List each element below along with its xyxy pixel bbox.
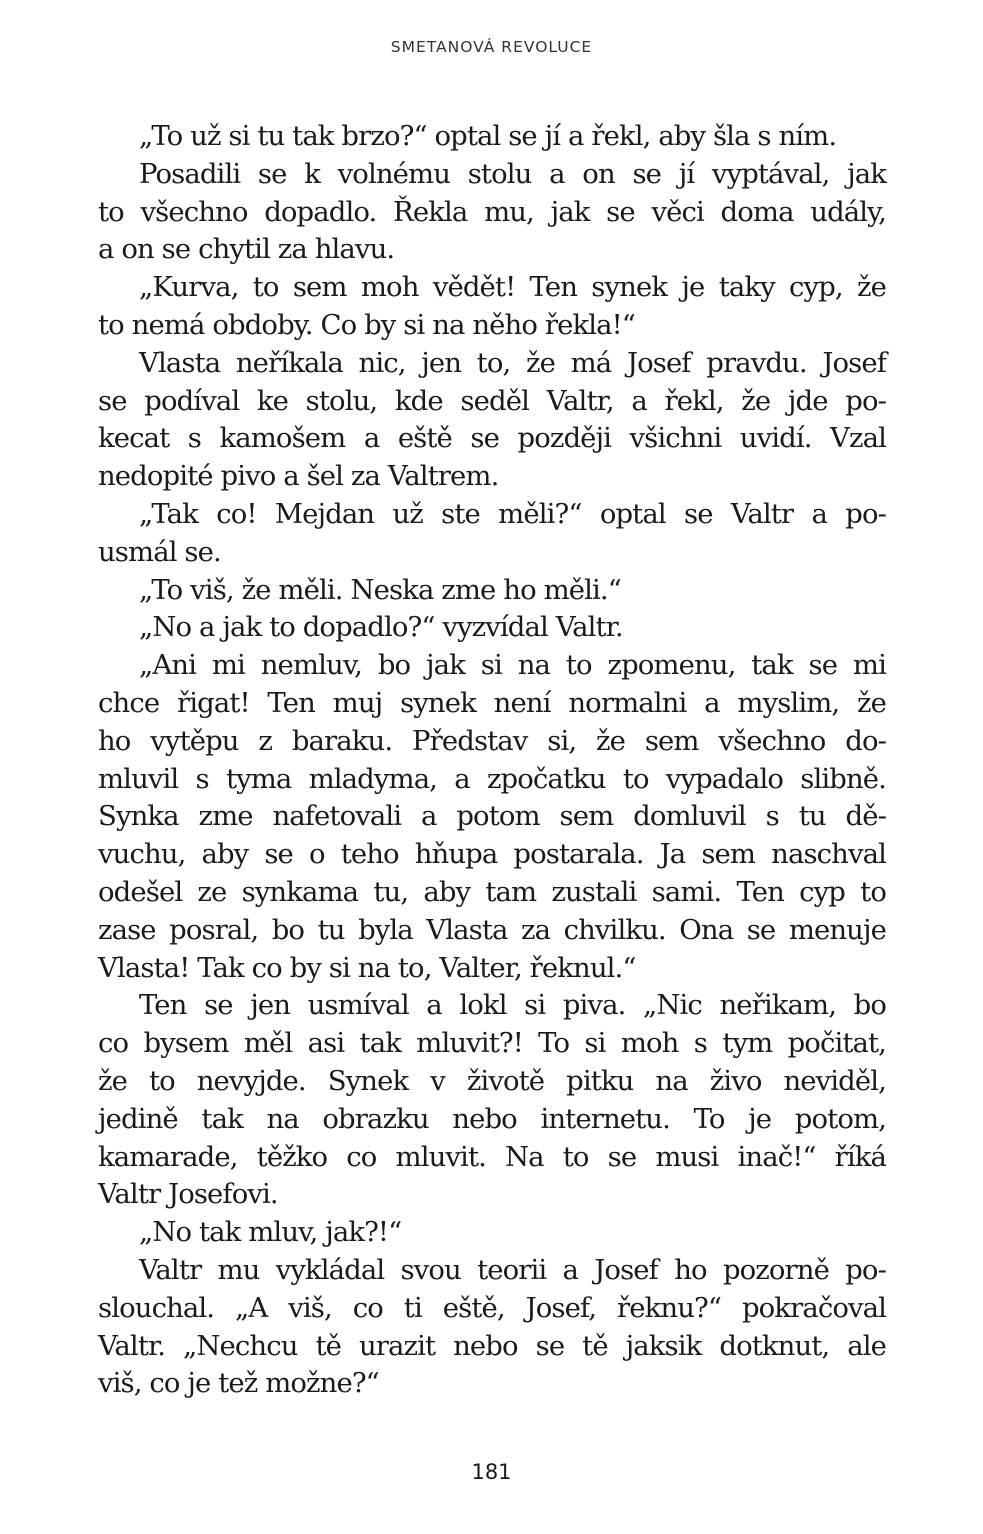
running-header: SMETANOVÁ REVOLUCE <box>390 38 593 56</box>
text-line: „To viš, že měli. Neska zme ho měli.“ <box>139 573 621 606</box>
text-line: kamarade, těžko co mluvit. Na to se musi inač!“ říká <box>98 1140 886 1173</box>
text-line: „Kurva, to sem moh vědět! Ten synek je taky cyp, že <box>139 271 886 304</box>
text-line: Valtr. „Nechcu tě urazit nebo se tě jaksik dotknut, ale <box>98 1329 886 1362</box>
text-line: „Tak co! Mejdan už ste měli?“ optal se Valtr a po- <box>139 497 886 530</box>
text-line: Ten se jen usmíval a lokl si piva. „Nic neřikam, bo <box>139 989 886 1022</box>
text-line: nedopité pivo a šel za Valtrem. <box>98 460 499 493</box>
text-line: viš, co je tež možne?“ <box>98 1367 379 1400</box>
text-line: „To už si tu tak brzo?“ optal se jí a řekl, aby šla s ním. <box>139 120 837 152</box>
body-text <box>98 118 886 1403</box>
text-line: Synka zme nafetovali a potom sem domluvil s tu dě- <box>98 800 886 833</box>
text-line: Vlasta neříkala nic, jen to, že má Josef pravdu. Josef <box>139 346 886 379</box>
text-line: „Ani mi nemluv, bo jak si na to zpomenu, tak se mi <box>139 649 886 682</box>
text-line: Valtr Josefovi. <box>98 1178 278 1211</box>
text-line: ho vytěpu z baraku. Představ si, že sem všechno do- <box>98 724 886 757</box>
text-line: jedině tak na obrazku nebo internetu. To je potom, <box>98 1102 886 1135</box>
text-line: že to nevyjde. Synek v životě pitku na živo neviděl, <box>98 1064 886 1097</box>
text-line: odešel ze synkama tu, aby tam zustali sami. Ten cyp to <box>98 875 886 908</box>
text-line: Vlasta! Tak co by si na to, Valter, řeknul.“ <box>98 951 636 984</box>
text-line: „No tak mluv, jak?!“ <box>139 1216 402 1249</box>
text-line: to nemá obdoby. Co by si na něho řekla!“ <box>98 308 635 341</box>
text-line: usmál se. <box>98 535 221 568</box>
text-line: kecat s kamošem a eště se později všichni uvidí. Vzal <box>98 422 886 455</box>
text-line: Posadili se k volnému stolu a on se jí vyptával, jak <box>139 157 886 190</box>
text-line: vuchu, aby se o teho hňupa postarala. Ja sem naschval <box>98 838 886 871</box>
text-line: chce řigat! Ten muj synek není normalni a myslim, že <box>98 686 886 719</box>
text-line: a on se chytil za hlavu. <box>98 233 395 266</box>
text-line: Valtr mu vykládal svou teorii a Josef ho pozorně po- <box>139 1253 886 1286</box>
text-line: „No a jak to dopadlo?“ vyzvídal Valtr. <box>139 611 623 644</box>
text-line: se podíval ke stolu, kde seděl Valtr, a řekl, že jde po- <box>98 384 886 417</box>
page-number: 181 <box>471 1460 512 1484</box>
text-line: co bysem měl asi tak mluvit?! To si moh s tym počitat, <box>98 1027 886 1060</box>
text-line: mluvil s tyma mladyma, a zpočatku to vypadalo slibně. <box>98 762 886 795</box>
text-line: zase posral, bo tu byla Vlasta za chvilku. Ona se menuje <box>98 913 886 946</box>
text-line: to všechno dopadlo. Řekla mu, jak se věci doma udály, <box>98 195 886 228</box>
text-line: slouchal. „A viš, co ti eště, Josef, řeknu?“ pokračoval <box>98 1291 886 1324</box>
